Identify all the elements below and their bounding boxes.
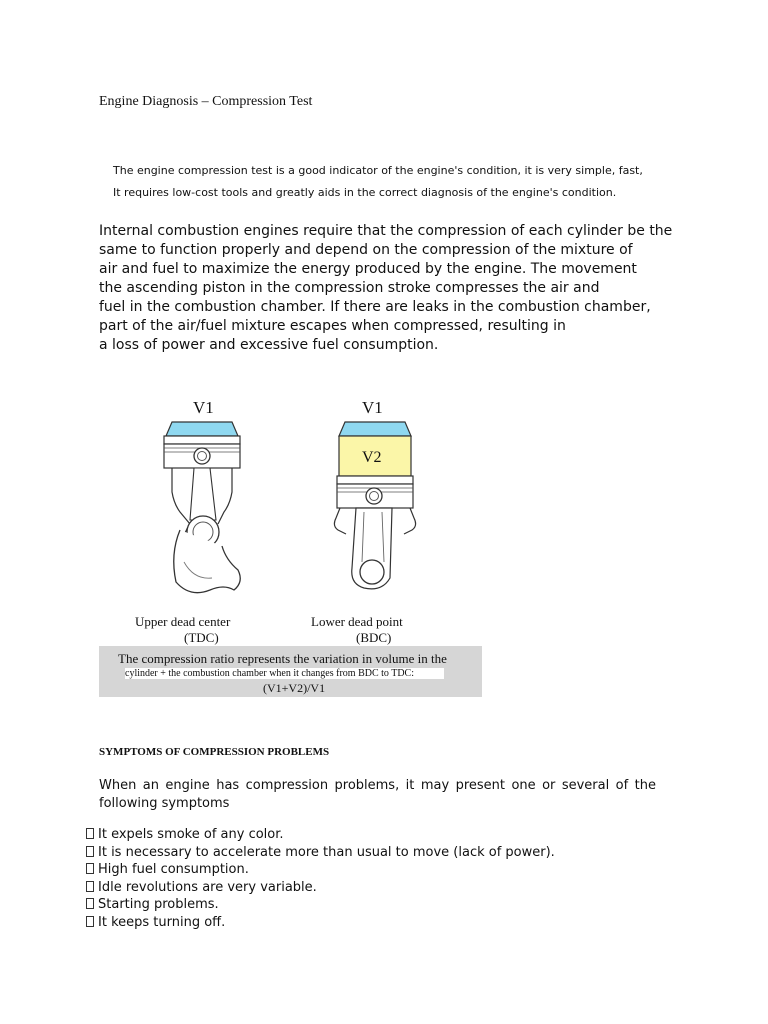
bdc-piston-illustration [334,422,415,589]
list-item: It is necessary to accelerate more than usual to move (lack of power). [86,844,555,862]
intro-line: The engine compression test is a good indicator of the engine's condition, it is very simple, fast, [113,164,643,177]
list-item: It expels smoke of any color. [86,826,555,844]
paragraph-line: fuel in the combustion chamber. If there are leaks in the combustion chamber, [99,299,651,315]
paragraph-line: a loss of power and excessive fuel consumption. [99,337,439,353]
intro-line: It requires low-cost tools and greatly aids in the correct diagnosis of the engine's condition. [113,186,617,199]
paragraph-line: the ascending piston in the compression stroke compresses the air and [99,280,600,296]
page-title: Engine Diagnosis – Compression Test [99,94,313,109]
tdc-caption: Upper dead center [135,614,231,629]
bullet-icon [86,898,94,909]
tdc-connecting-rod [190,468,216,520]
bdc-v1-label: V1 [362,398,383,417]
list-item: High fuel consumption. [86,861,555,879]
piston-diagram [150,412,450,622]
paragraph-line: Internal combustion engines require that the compression of each cylinder be the [99,223,673,239]
intro-text [113,160,643,204]
paragraph-line: part of the air/fuel mixture escapes when compressed, resulting in [99,318,566,334]
compression-ratio-formula: (V1+V2)/V1 [263,681,326,695]
tdc-caption-abbrev: (TDC) [184,630,219,645]
symptoms-heading: SYMPTOMS OF COMPRESSION PROBLEMS [99,746,330,758]
bullet-icon [86,846,94,857]
tdc-chamber-v1 [166,422,238,436]
bdc-chamber-v1 [339,422,411,436]
bullet-icon [86,828,94,839]
body-paragraph [99,222,672,355]
paragraph-line: same to function properly and depend on the compression of the mixture of [99,242,633,258]
bdc-caption-abbrev: (BDC) [356,630,392,645]
bdc-piston-head [337,476,413,484]
bullet-icon [86,916,94,927]
tdc-piston-head [164,436,240,444]
list-item: It keeps turning off. [86,914,555,932]
symptoms-list [86,826,555,931]
bdc-caption: Lower dead point [311,614,403,629]
symptoms-intro: When an engine has compression problems, it may present one or several of the following symptoms [99,778,656,811]
paragraph-line: air and fuel to maximize the energy produced by the engine. The movement [99,261,637,277]
bdc-crank-pin [360,560,384,584]
bullet-icon [86,863,94,874]
list-item: Starting problems. [86,896,555,914]
tdc-v1-label: V1 [193,398,214,417]
list-item: Idle revolutions are very variable. [86,879,555,897]
compression-ratio-text: The compression ratio represents the variation in volume in the [118,651,447,666]
bullet-icon [86,881,94,892]
tdc-piston-illustration [164,422,240,593]
bdc-v2-label: V2 [362,449,382,466]
compression-ratio-subtext: cylinder + the combustion chamber when it changes from BDC to TDC: [125,668,444,679]
